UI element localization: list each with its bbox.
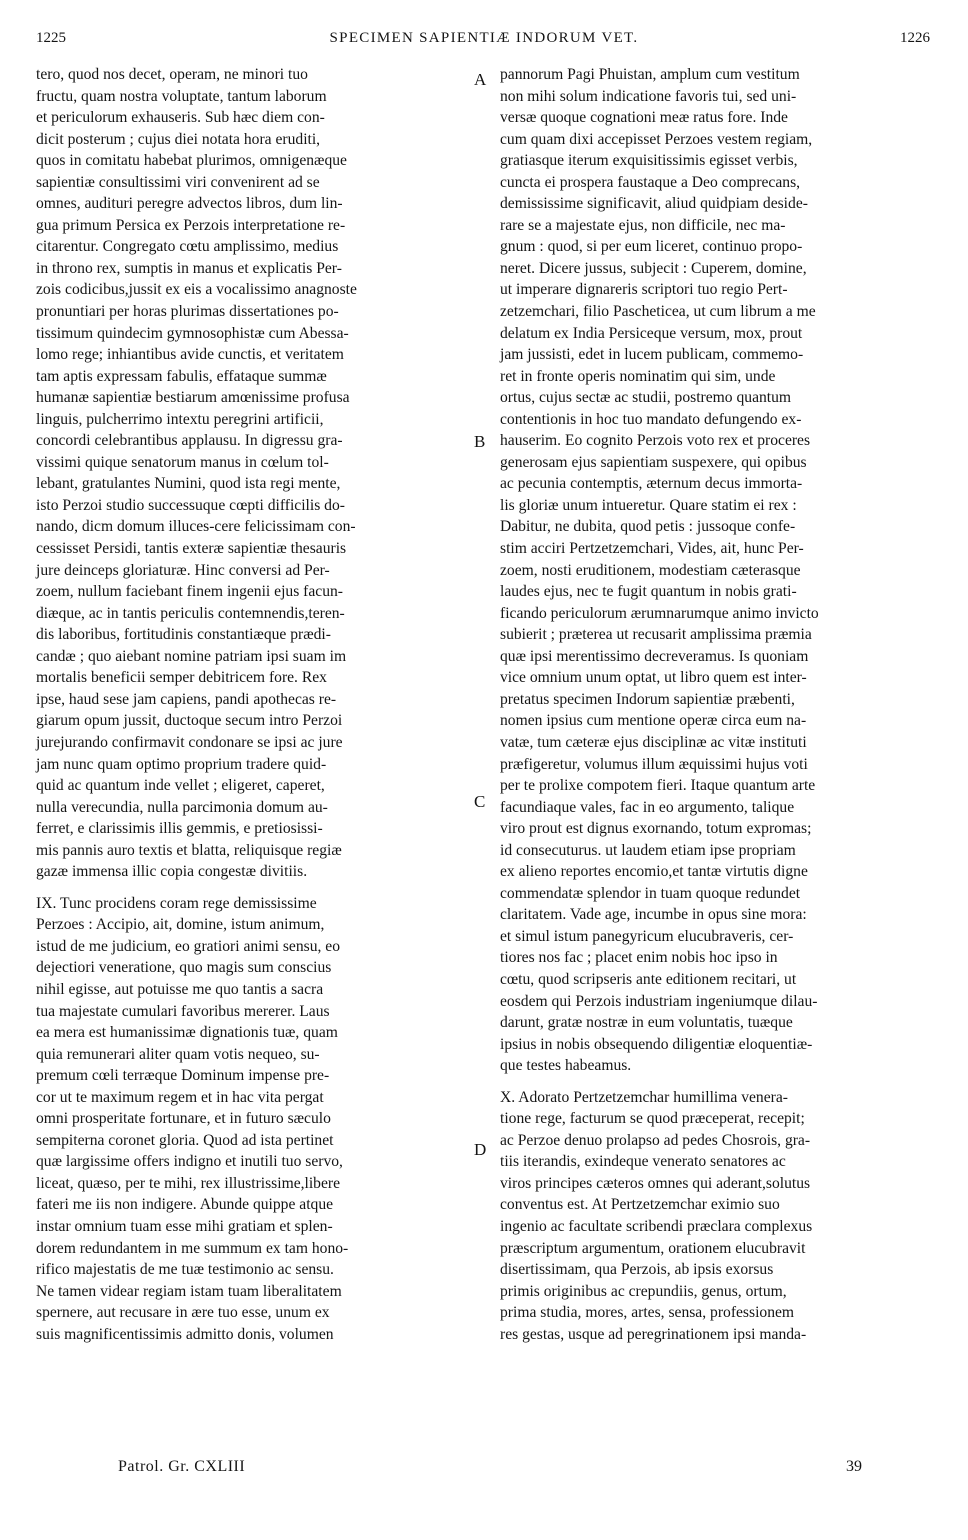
text-line: præfigeretur, volumus illum æquissimi hujus voti xyxy=(500,755,808,773)
text-line: præscriptum argumentum, orationem elucubravit xyxy=(500,1239,806,1257)
text-line: quid ac quantum inde vellet ; eligeret, caperet, xyxy=(36,777,325,795)
text-line: quia remunerari aliter quam votis nequeo, su- xyxy=(36,1045,320,1063)
text-line: rare se a majestate ejus, non difficile, nec ma- xyxy=(500,216,786,234)
right-column xyxy=(500,64,934,1345)
text-line: dis laboribus, fortitudinis constantiæque prædi- xyxy=(36,626,331,644)
text-line: sapientiæ consultissimi viri convenirent ad se xyxy=(36,173,320,191)
text-line: ferret, e clarissimis illis gemmis, e pretiosissi- xyxy=(36,820,323,838)
text-line: ac Perzoe denuo prolapso ad pedes Chosrois, gra- xyxy=(500,1131,811,1149)
right-paragraph-2 xyxy=(500,1087,934,1346)
text-line: disertissimam, qua Perzois, ab ipsis exorsus xyxy=(500,1261,774,1279)
text-line: prima studia, mores, artes, sensa, professionem xyxy=(500,1304,795,1322)
text-line: et periculorum exhauseris. Sub hæc diem con- xyxy=(36,109,325,127)
page-header xyxy=(0,30,968,54)
text-line: facundiaque vales, fac in eo argumento, talique xyxy=(500,798,795,816)
text-line: primis originibus ac crepundiis, genus, ortum, xyxy=(500,1282,787,1300)
text-line: per te prolixe compotem fieri. Itaque quantum arte xyxy=(500,777,816,795)
text-line: jam nunc quam optimo proprium tradere quid- xyxy=(36,755,327,773)
text-line: tua majestate cumulari favoribus mererer. Laus xyxy=(36,1002,330,1020)
text-line: delatum ex India Persiceque versum, mox, prout xyxy=(500,324,803,342)
text-line: lomo rege; inhiantibus avide cunctis, et veritatem xyxy=(36,346,344,364)
text-line: Perzoes : Accipio, ait, domine, istum animum, xyxy=(36,916,325,934)
text-line: quos in comitatu habebat plurimos, omnigenæque xyxy=(36,152,347,170)
text-line: versæ quoque cognationi meæ ratus fore. Inde xyxy=(500,109,788,127)
text-line: ipsius in nobis obsequendo diligentiæ eloquentiæ- xyxy=(500,1035,813,1053)
text-line: darunt, gratæ nostræ in eum voluntatis, tuæque xyxy=(500,1014,793,1032)
text-line: nomen ipsius cum mentione operæ circa eum na- xyxy=(500,712,807,730)
text-line: isto Perzoi studio successuque cœpti difficilis do- xyxy=(36,496,345,514)
signature-mark: Patrol. Gr. CXLIII xyxy=(118,1458,246,1475)
text-line: liceat, quæso, per te mihi, rex illustrissime,libere xyxy=(36,1174,341,1192)
text-line: X. Adorato Pertzetzemchar humillima venera- xyxy=(500,1088,788,1106)
text-line: premum cœli terræque Dominum impense pre- xyxy=(36,1067,330,1085)
text-line: quæ largissime offers indigno et inutili tuo servo, xyxy=(36,1153,343,1171)
text-line: stim acciri Pertzetzemchari, Vides, ait, hunc Per- xyxy=(500,540,804,558)
text-line: cuncta ei prospera faustaque a Deo comprecans, xyxy=(500,173,801,191)
text-line: IX. Tunc procidens coram rege demississime xyxy=(36,894,317,912)
text-line: lis gloriæ unum intueretur. Quare statim ei rex : xyxy=(500,496,797,514)
text-line: mis pannis auro textis et blatta, reliquisque regiæ xyxy=(36,841,342,859)
text-line: ficando periculorum ærumnarumque animo invicto xyxy=(500,604,819,622)
text-line: ortus, cujus sectæ ac studii, postremo quantum xyxy=(500,389,792,407)
text-line: mortalis beneficii semper debitricem fore. Rex xyxy=(36,669,327,687)
section-marker-d: D xyxy=(474,1140,487,1159)
left-paragraph-1 xyxy=(36,64,480,883)
text-line: omni prosperitate fortunare, et in futuro sæculo xyxy=(36,1110,331,1128)
text-line: nulla verecundia, nulla parcimonia domum au- xyxy=(36,798,328,816)
text-line: ut imperare dignareris scriptori tuo regio Pert- xyxy=(500,281,788,299)
page-number: 39 xyxy=(846,1458,862,1475)
text-line: pretatus specimen Indorum sapientiæ præbenti, xyxy=(500,690,795,708)
text-line: in throno rex, sumptis in manus et explicatis Per- xyxy=(36,259,342,277)
text-line: zoem, nosti eruditionem, modestiam cæterasque xyxy=(500,561,801,579)
text-line: id consecuturus. ut laudem etiam ipse propriam xyxy=(500,841,796,859)
section-marker-c: C xyxy=(474,792,486,811)
text-line: res gestas, usque ad peregrinationem ipsi manda- xyxy=(500,1325,807,1343)
left-column xyxy=(36,64,480,1345)
text-line: omnes, audituri peregre advectos libros, dum lin- xyxy=(36,195,343,213)
text-line: candæ ; quo aiebant nomine patriam ipsi suam im xyxy=(36,647,347,665)
text-line: zoem, nullum faciebant finem ingenii ejus facun- xyxy=(36,583,344,601)
left-column-number: 1225 xyxy=(36,30,66,46)
text-line: claritatem. Vade age, incumbe in opus sine mora: xyxy=(500,906,807,924)
text-line: hauserim. Eo cognito Perzois voto rex et proceres xyxy=(500,432,811,450)
text-line: contentionis in hoc tuo mandato defungendo ex- xyxy=(500,410,802,428)
text-line: Dabitur, ne dubita, quod petis : jussoque confe- xyxy=(500,518,796,536)
text-line: istud de me judicium, eo gratiori animi sensu, eo xyxy=(36,937,341,955)
text-line: concordi celebrantibus applausu. In digressu gra- xyxy=(36,432,343,450)
text-line: pronuntiari per horas plurimas dissertationes po- xyxy=(36,303,339,321)
text-line: dorem redundantem in me summum ex tam hono- xyxy=(36,1239,349,1257)
text-line: fateri me iis non indigere. Abunde quippe atque xyxy=(36,1196,334,1214)
text-line: eosdem qui Perzois industriam ingeniumque dilau- xyxy=(500,992,818,1010)
text-line: jure deinceps gloriaturæ. Hinc conversi ad Per- xyxy=(36,561,330,579)
text-line: laudes ejus, nec te fugit quantum in nobis grati- xyxy=(500,583,797,601)
text-line: jam jussisti, edet in lucem publicam, commemo- xyxy=(500,346,804,364)
text-line: ret in fronte operis nominatim qui sim, unde xyxy=(500,367,776,385)
text-line: cor ut te maximum regem et in hac vita pergat xyxy=(36,1088,324,1106)
text-line: spernere, aut recusare in ære tuo esse, unum ex xyxy=(36,1304,330,1322)
text-line: viro prout est dignus exornando, totum expromas; xyxy=(500,820,812,838)
text-line: lebant, gratulantes Numini, quod ista regi mente, xyxy=(36,475,341,493)
text-line: nando, dicm domum illuces-cere felicissimam con- xyxy=(36,518,356,536)
section-marker-b: B xyxy=(474,432,486,451)
text-line: gua primum Persica ex Perzois interpretatione re- xyxy=(36,216,346,234)
text-line: tissimum quindecim gymnosophistæ cum Abessa- xyxy=(36,324,349,342)
text-line: diæque, ac in tantis periculis contemnendis,teren- xyxy=(36,604,345,622)
text-line: ipse, haud sese jam capiens, pandi apothecas re- xyxy=(36,690,337,708)
text-line: rifico majestatis de me tuæ testimonio ac sensu. xyxy=(36,1261,334,1279)
text-line: ac pecunia contemptis, æternum decus immorta- xyxy=(500,475,803,493)
text-line: gratiasque iterum exquisitissimis egisset verbis, xyxy=(500,152,798,170)
text-line: tero, quod nos decet, operam, ne minori tuo xyxy=(36,66,308,83)
text-line: giarum opum jussit, ductoque secum intro Perzoi xyxy=(36,712,343,730)
text-line: sempiterna coronet gloria. Quod ad ista pertinet xyxy=(36,1131,334,1149)
text-line: non mihi solum indicatione favoris tui, sed uni- xyxy=(500,87,797,105)
right-paragraph-1 xyxy=(500,64,934,1077)
text-line: tiis iterandis, exindeque venerato senatores ac xyxy=(500,1153,786,1171)
text-line: humanæ sapientiæ bestiarum amœnissime profusa xyxy=(36,389,350,407)
text-line: que testes habeamus. xyxy=(500,1057,632,1075)
text-line: suis magnificentissimis admitto donis, volumen xyxy=(36,1325,334,1343)
right-column-number: 1226 xyxy=(900,30,930,46)
left-paragraph-2 xyxy=(36,893,480,1345)
running-title: SPECIMEN SAPIENTIÆ INDORUM VET. xyxy=(329,30,639,46)
text-line: zetzemchari, filio Pascheticea, ut cum librum a me xyxy=(500,303,816,321)
text-line: cum quam dixi accepisset Perzoes vestem regiam, xyxy=(500,130,813,148)
text-line: neret. Dicere jussus, subjecit : Cuperem, domine, xyxy=(500,259,807,277)
text-line: pannorum Pagi Phuistan, amplum cum vestitum xyxy=(500,66,800,83)
text-line: fructu, quam nostra voluptate, tantum laborum xyxy=(36,87,327,105)
text-line: cœtu, quod scripseris ante editionem recitari, ut xyxy=(500,970,797,988)
text-line: viros principes cæteros omnes qui aderant,solutus xyxy=(500,1174,811,1192)
text-line: ea mera est humanissimæ dignationis tuæ, quam xyxy=(36,1024,338,1042)
text-line: tione rege, facturum se quod præceperat, recepit; xyxy=(500,1110,805,1128)
text-line: et simul istum panegyricum elucubraveris, cer- xyxy=(500,927,794,945)
text-line: demississime significavit, aliud quidpiam deside- xyxy=(500,195,808,213)
text-line: zois codicibus,jussit ex eis a vocalissimo anagnoste xyxy=(36,281,357,299)
text-line: generosam ejus sapientiam suspexere, qui opibus xyxy=(500,453,807,471)
text-line: vatæ, tum cæteræ ejus disciplinæ ac vitæ instituti xyxy=(500,733,807,751)
text-line: conventus est. At Pertzetzemchar eximio suo xyxy=(500,1196,780,1214)
text-line: tam aptis expressam fabulis, effataque summæ xyxy=(36,367,327,385)
text-line: Ne tamen videar regiam istam tuam liberalitatem xyxy=(36,1282,342,1300)
text-line: cessisset Persidi, tantis exteræ sapientiæ thesauris xyxy=(36,540,347,558)
text-line: gazæ immensa illic copia congestæ divitiis. xyxy=(36,863,308,881)
section-marker-a: A xyxy=(474,70,487,89)
text-line: ex alieno reportes encomio,et tantæ virtutis digne xyxy=(500,863,808,881)
text-line: ingenio ac facultate scribendi præclara complexus xyxy=(500,1217,813,1235)
page-footer xyxy=(0,1458,968,1482)
text-line: subierit ; præterea ut recusarit amplissima præmia xyxy=(500,626,812,644)
text-line: commendatæ splendor in tuam quoque redundet xyxy=(500,884,801,902)
text-line: dicit posterum ; cujus diei notata hora eruditi, xyxy=(36,130,321,148)
text-line: dejectiori veneratione, quo magis sum conscius xyxy=(36,959,332,977)
text-line: vice omnium unum optat, ut libro quem est inter- xyxy=(500,669,807,687)
text-line: linguis, pulcherrimo intextu peregrini artificii, xyxy=(36,410,324,428)
text-line: vissimi quique senatorum manus in cœlum tol- xyxy=(36,453,329,471)
text-line: gnum : quod, si per eum liceret, continuo propo- xyxy=(500,238,803,256)
text-line: jurejurando confirmavit condonare se ipsi ac jure xyxy=(36,733,343,751)
text-line: instar omnium tuam esse mihi gratiam et splen- xyxy=(36,1217,333,1235)
text-line: citarentur. Congregato cœtu amplissimo, medius xyxy=(36,238,339,256)
text-line: quæ ipsi merentissimo decreveramus. Is quoniam xyxy=(500,647,809,665)
text-line: nihil egisse, aut potuisse me quo tantis a sacra xyxy=(36,980,324,998)
text-line: tiores nos fac ; placet enim nobis hoc ipso in xyxy=(500,949,778,967)
